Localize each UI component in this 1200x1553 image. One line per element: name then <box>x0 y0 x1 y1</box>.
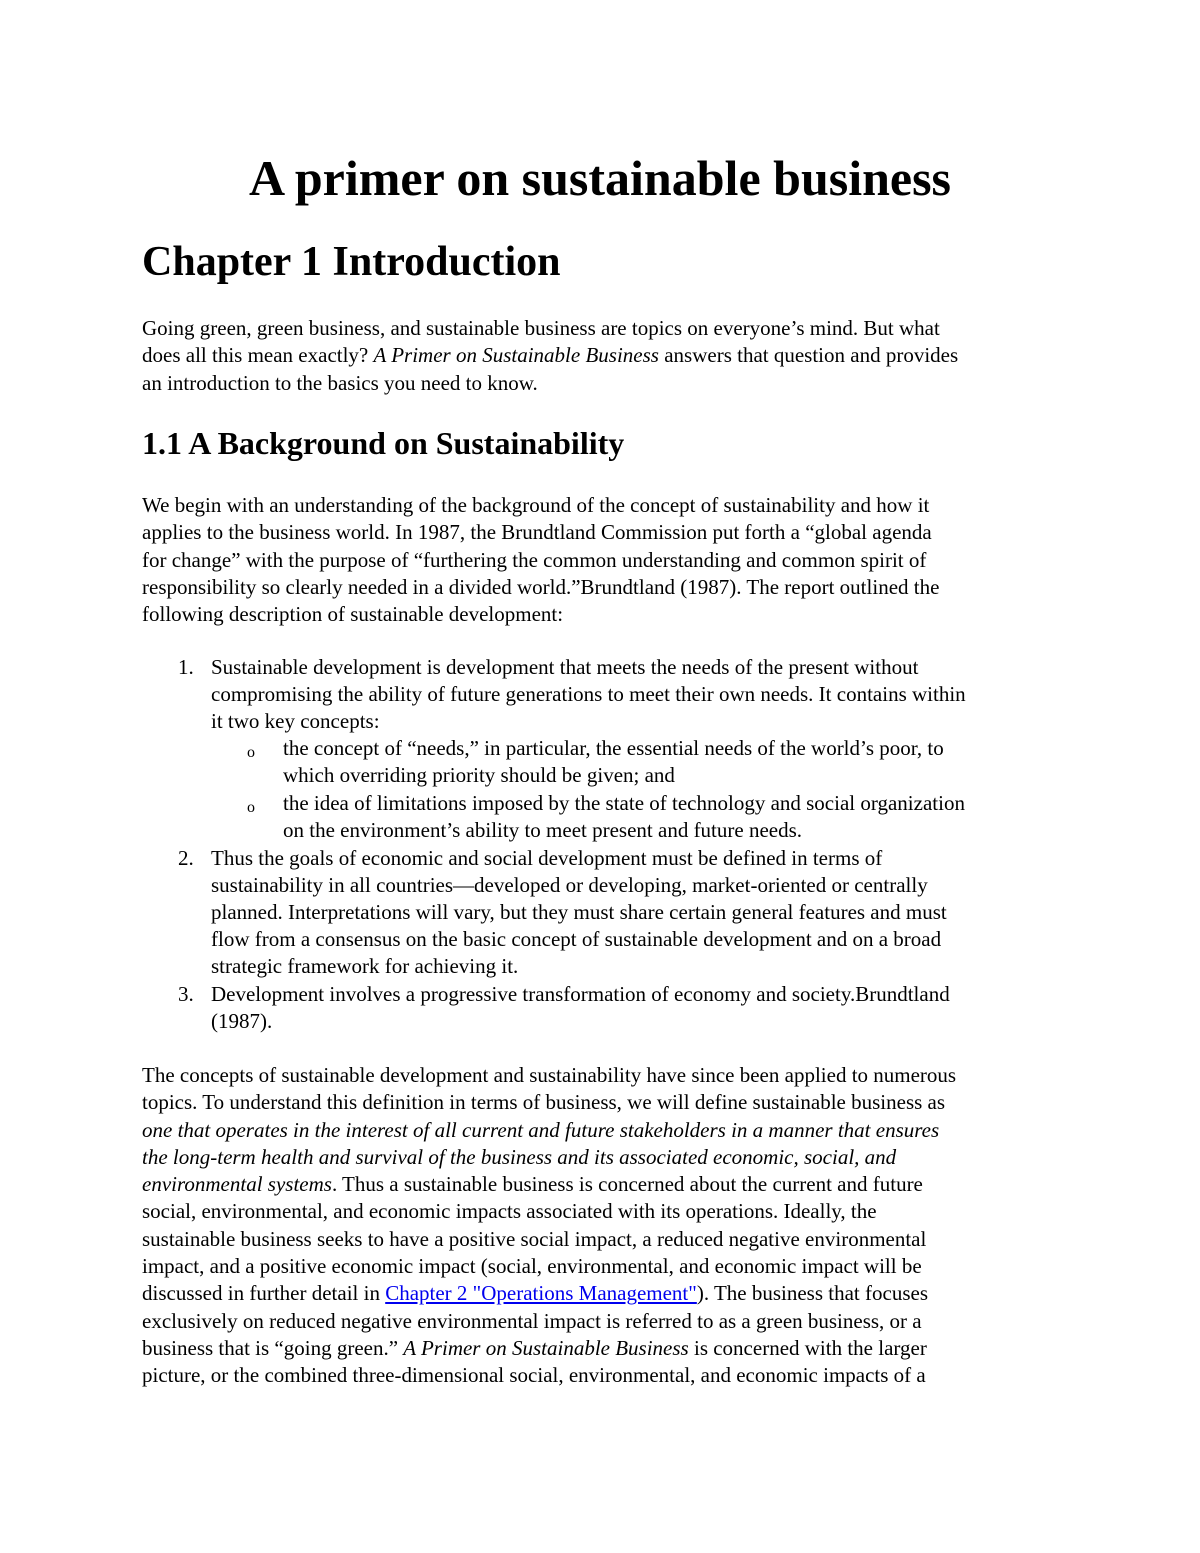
paragraph-line: responsibility so clearly needed in a divided world.”Brundtland (1987). The report outlined the <box>142 574 940 599</box>
paragraph-line: We begin with an understanding of the background of the concept of sustainability and how it <box>142 493 930 517</box>
paragraph-line: for change” with the purpose of “furthering the common understanding and common spirit of <box>142 547 927 572</box>
intro-line: does all this mean exactly? A Primer on Sustainable Business answers that question and provides <box>142 343 959 368</box>
paragraph-line: following description of sustainable development: <box>142 602 564 627</box>
paragraph-line: sustainable business seeks to have a positive social impact, a reduced negative environmental <box>142 1226 927 1251</box>
book-title-italic: A Primer on Sustainable Business <box>373 343 659 368</box>
definition-italic: the long-term health and survival of the business and its associated economic, social, and <box>142 1144 897 1169</box>
definition-italic: environmental systems <box>142 1172 332 1197</box>
list-number: 1. <box>178 655 194 679</box>
intro-line: Going green, green business, and sustainable business are topics on everyone’s mind. But what <box>142 316 940 340</box>
paragraph-line: environmental systems. Thus a sustainable business is concerned about the current and future <box>142 1172 923 1197</box>
intro-paragraph <box>142 315 1072 397</box>
paragraph-line: picture, or the combined three-dimensional social, environmental, and economic impacts of a <box>142 1363 926 1388</box>
background-paragraph <box>142 492 1072 628</box>
circle-bullet-icon: o <box>247 799 255 816</box>
paragraph-line: exclusively on reduced negative environmental impact is referred to as a green business, or a <box>142 1308 922 1333</box>
section-heading: 1.1 A Background on Sustainability <box>142 425 625 461</box>
chapter-2-link[interactable]: Chapter 2 "Operations Management" <box>385 1281 697 1306</box>
document-page: A primer on sustainable business Chapter 1 Introduction Going green, green business, and sustainable business are topics on everyone’s mind. But what does all this mean exactly? A Primer on Sustainable Business answers that question and provides an introduction to the basics you need to know. 1.1 A Background on Sustainability We begin with an understanding of the background of the concept of sustainability and how it applies to the business world. In 1987, the Brundtland Commission put forth a “global agenda for change” with the purpose of “furthering the common understanding and common spirit of responsibility so clearly needed in a divided world.”Brundtland (1987). The report outlined the following description of sustainable development: 1. Sustainable development is development that meets the needs of the present without compromising the ability of future generations to meet their own needs. It contains within it two key concepts: o the concept of “needs,” in particular, the essential needs of the world’s poor, to which overriding priority should be given; and o the idea of limitations imposed by the state of technology and social organization on the environment’s ability to meet present and future needs. 2. Thus the goals of economic and social development must be defined in terms of sustainability in all countries—developed or developing, market-oriented or centrally planned. Interpretations will vary, but they must share certain general features and must flow from a consensus on the basic concept of sustainable development and on a broad strategic framework for achieving it. 3. Development involves a progressive transformation of economy and society.Brundtland (1987). The concepts of sustainable development and sustainability have since been applied to numerous topics. To understand this definition in terms of business, we will define sustainable business as one that operates in the interest of all current and future stakeholders in a manner that ensures the long-term health and survival of the business and its associated economic, social, and environmental systems. Thus a sustainable business is concerned about the current and future social, environmental, and economic impacts associated with its operations. Ideally, the sustainable business seeks to have a positive social impact, a reduced negative environmental impact, and a positive economic impact (social, environmental, and economic impact will be discussed in further detail in Chapter 2 "Operations Management"). The business that focuses exclusively on reduced negative environmental impact is referred to as a green business, or a business that is “going green.” A Primer on Sustainable Business is concerned with the larger picture, or the combined three-dimensional social, environmental, and economic impacts of a <box>0 0 1200 1553</box>
list-number: 2. <box>178 846 194 870</box>
concepts-paragraph <box>142 1062 1072 1390</box>
definition-italic: one that operates in the interest of all current and future stakeholders in a manner that ensures <box>142 1117 940 1142</box>
chapter-heading: Chapter 1 Introduction <box>142 239 561 285</box>
book-title-italic: A Primer on Sustainable Business <box>403 1335 689 1360</box>
document-title: A primer on sustainable business <box>248 150 952 206</box>
list-number: 3. <box>178 982 194 1006</box>
circle-bullet-icon: o <box>247 744 255 761</box>
intro-line: an introduction to the basics you need to know. <box>142 370 538 395</box>
paragraph-line: business that is “going green.” A Primer on Sustainable Business is concerned with the larger <box>142 1335 927 1360</box>
paragraph-line: The concepts of sustainable development and sustainability have since been applied to numerous <box>142 1063 957 1087</box>
paragraph-line: topics. To understand this definition in terms of business, we will define sustainable business as <box>142 1090 946 1115</box>
paragraph-line: social, environmental, and economic impacts associated with its operations. Ideally, the <box>142 1199 877 1224</box>
paragraph-line: discussed in further detail in Chapter 2 "Operations Management"). The business that focuses <box>142 1281 928 1306</box>
paragraph-line: applies to the business world. In 1987, the Brundtland Commission put forth a “global agenda <box>142 520 932 545</box>
paragraph-line: impact, and a positive economic impact (social, environmental, and economic impact will be <box>142 1254 922 1279</box>
